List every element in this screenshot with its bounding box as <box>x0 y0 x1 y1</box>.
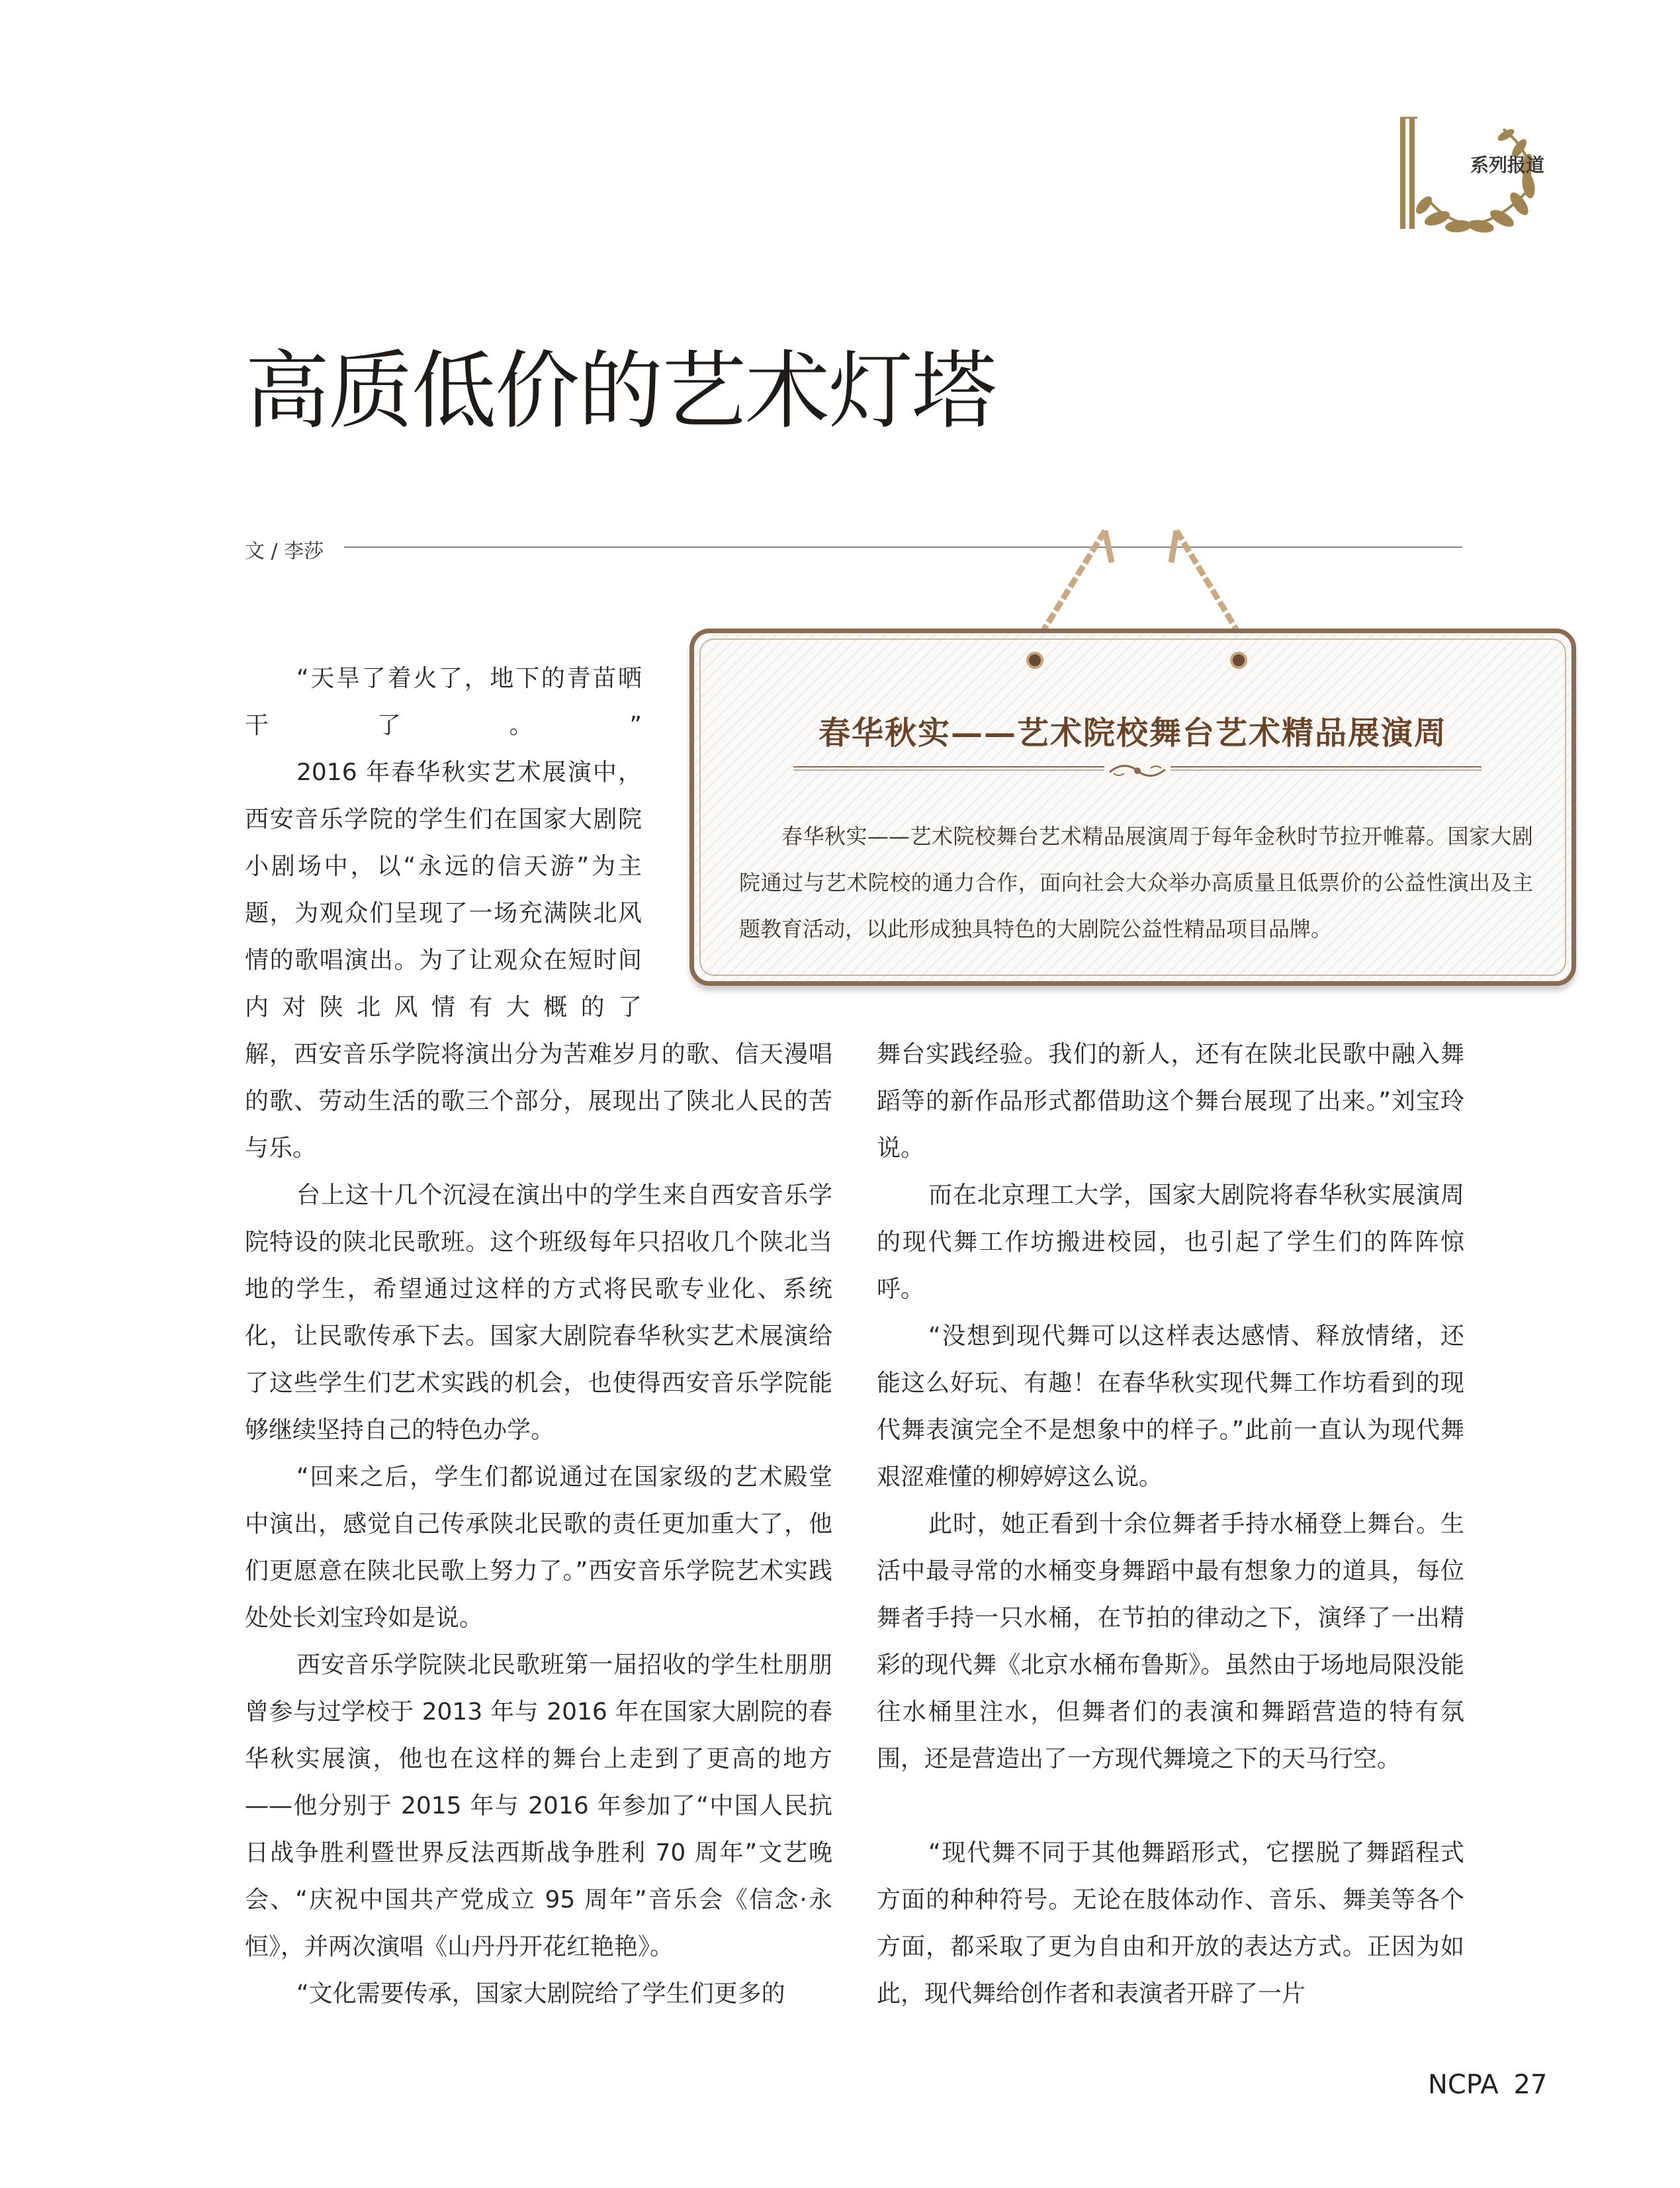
series-badge-label: 系列报道 <box>1470 154 1545 176</box>
ornament-divider-icon <box>793 758 1481 784</box>
body-paragraph: “现代舞不同于其他舞蹈形式，它摆脱了舞蹈程式方面的种种符号。无论在肢体动作、音乐、舞美等各个方面，都采取了更为自由和开放的表达方式。正因为如此，现代舞给创作者和表演者开辟了一片 <box>877 1839 1464 2007</box>
body-paragraph: 而在北京理工大学，国家大剧院将春华秋实展演周的现代舞工作坊搬进校园，也引起了学生们的阵阵惊呼。 <box>877 1182 1464 1303</box>
byline-rule <box>344 547 1462 548</box>
body-paragraph: “天旱了着火了，地下的青苗晒干了。” <box>245 665 642 739</box>
body-paragraph: 解，西安音乐学院将演出分为苦难岁月的歌、信天漫唱的歌、劳动生活的歌三个部分，展现出了陕北人民的苦与乐。 <box>245 1041 832 1162</box>
body-paragraph: “没想到现代舞可以这样表达感情、释放情绪，还能这么好玩、有趣！在春华秋实现代舞工作坊看到的现代舞表演完全不是想象中的样子。”此前一直认为现代舞艰涩难懂的柳婷婷这么说。 <box>877 1323 1464 1491</box>
sidebar-box <box>689 629 1576 986</box>
page-title: 高质低价的艺术灯塔 <box>245 342 996 441</box>
body-paragraph: 台上这十几个沉浸在演出中的学生来自西安音乐学院特设的陕北民歌班。这个班级每年只招收几个陕北当地的学生，希望通过这样的方式将民歌专业化、系统化，让民歌传承下去。国家大剧院春华秋实艺术展演给了这些学生们艺术实践的机会，也使得西安音乐学院能够继续坚持自己的特色办学。 <box>245 1182 832 1444</box>
body-paragraph: 此时，她正看到十余位舞者手持水桶登上舞台。生活中最寻常的水桶变身舞蹈中最有想象力的道具，每位舞者手持一只水桶，在节拍的律动之下，演绎了一出精彩的现代舞《北京水桶布鲁斯》。虽然由于场地局限没能往水桶里注水，但舞者们的表演和舞蹈营造的特有氛围，还是营造出了一方现代舞境之下的天马行空。 <box>877 1510 1464 1772</box>
body-paragraph: 舞台实践经验。我们的新人，还有在陕北民歌中融入舞蹈等的新作品形式都借助这个舞台展现了出来。”刘宝玲说。 <box>877 1041 1464 1162</box>
publication-name: NCPA <box>1428 2070 1499 2100</box>
peg-icon <box>1230 652 1247 669</box>
sidebar-title: 春华秋实——艺术院校舞台艺术精品展演周 <box>818 715 1447 752</box>
sidebar-body: 春华秋实——艺术院校舞台艺术精品展演周于每年金秋时节拉开帷幕。国家大剧院通过与艺术院校的通力合作，面向社会大众举办高质量且低票价的公益性演出及主题教育活动，以此形成独具特色的大剧院公益性精品项目品牌。 <box>739 824 1533 941</box>
body-paragraph: “文化需要传承，国家大剧院给了学生们更多的 <box>296 1980 785 2007</box>
peg-icon <box>1026 652 1043 669</box>
page-number: 27 <box>1513 2070 1548 2100</box>
page-folio <box>1428 2070 1547 2100</box>
body-paragraph: 2016 年春华秋实艺术展演中，西安音乐学院的学生们在国家大剧院小剧场中，以“永远的信天游”为主题，为观众们呈现了一场充满陕北风情的歌唱演出。为了让观众在短时间内对陕北风情有大概的了 <box>245 759 642 1021</box>
byline: 文 / 李莎 <box>245 540 324 563</box>
body-paragraph: 西安音乐学院陕北民歌班第一届招收的学生杜朋朋曾参与过学校于 2013 年与 2016 年在国家大剧院的春华秋实展演，他也在这样的舞台上走到了更高的地方——他分别于 2015 年与 2016 年参加了“中国人民抗日战争胜利暨世界反法西斯战争胜利 70 周年”文艺晚会、“庆祝中国共产党成立 95 周年”音乐会《信念·永恒》，并两次演唱《山丹丹开花红艳艳》。 <box>245 1651 832 1960</box>
body-paragraph: “回来之后，学生们都说通过在国家级的艺术殿堂中演出，感觉自己传承陕北民歌的责任更加重大了，他们更愿意在陕北民歌上努力了。”西安音乐学院艺术实践处处长刘宝玲如是说。 <box>245 1464 832 1632</box>
